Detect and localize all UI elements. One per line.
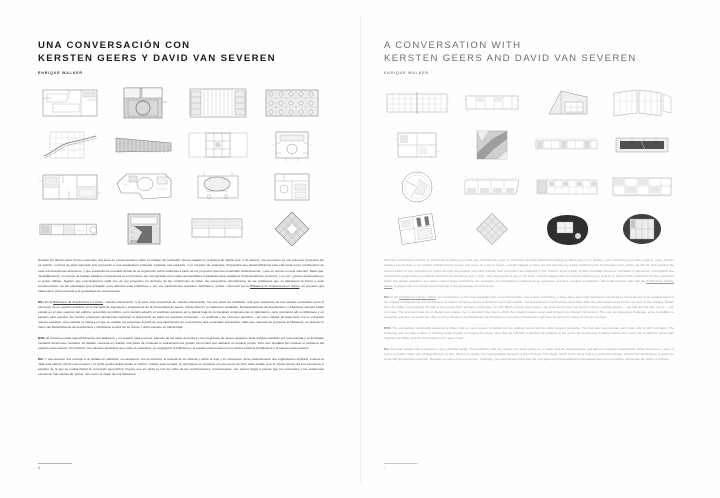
page-title-line-2: KERSTEN GEERS AND DAVID VAN SEVEREN xyxy=(384,52,637,64)
figure-persp-wedge xyxy=(534,84,599,121)
figure-plan-folded-sheets xyxy=(609,84,674,121)
paragraph-text: Y esa solución nos condujo a un detalle en particular. La estantería, con la columna, la retícula de la cubierta y sobre el tope y el contrapeso, tiene prácticamente una organización tripartita. Cuando la valla está abierta, forma una corredor y el techo queda visible desde el interior; cuando está cerrada, el contrapeso se convierte en una suerte de friso. Este detalle, que al mismo tiempo da a la estructura el carácter de la que se podría llamar la corrección geométrica. Puesto que sin duda es tras los años de las construcciones. Curiosamente, nos parece llegar a pensar que los lucernarios y las estanterías estuvieron han estado allí, juntos, casi como el olvido de una biblioteca. xyxy=(38,356,325,377)
paragraph-text: In the Architecture Library, Ghent, our intervention, or the most important part of our intervention, was a piece of furniture, a large three-story high bookshelf, conceived as the perimeter of an existing space in the Faculty of Engineering and Architecture at Ghent University, where both David and I had studied. The Department of Architecture and Urban Planning had always been on the top floor of the building, hidden from the public, and acquired the hall on the ground floor, formerly a laboratory, for their library and an event space. We proposed to keep the layout of all the existing spaces — the hall and the side rooms — just as it was. The argument was not to design new spaces, but to transform the way in which the existing spaces were used through a perimeter intervention. This was an interesting challenge, since in addition to designing a library, we would also offer a sort of façade to the Department of Architecture and Urban Planning through their first and only space on the ground floor. xyxy=(384,294,674,320)
project-link[interactable]: Biblioteca de Arquitectura en Gante xyxy=(53,299,104,304)
figure-plan-diamond xyxy=(459,210,524,247)
figure-plan-four-square xyxy=(384,126,449,163)
right-body-text xyxy=(384,258,674,362)
figure-plan-triple-bay xyxy=(186,210,250,247)
paragraph-text: El concurso pedía específicamente una biblioteca y un espacio para eventos, además de las salas de lectura y los programas de apoyo restantes. Esta antigua vestíbulo era monumental y su iluminado mediante lucernarios cenitales. El desafío consistía en realizar una plaza de modestia lo suficientemente grande como para que definiera un espacio propio. Pero aún quedaba por resolver el problema del espacio para eventos. Al introducir una volumen deslizante que cubre la estantería, se conjugaron la biblioteca y el espacio para eventos en la misma estancia la biblioteca y el espacio para eventos. xyxy=(38,336,324,351)
paragraph-text: En la Biblioteca de Arquitectura en Gante, nuestra intervención, o la parte más importante de nuestra intervención, fue una pieza de mobiliario, una gran estantería de tres plantas concebida como el perímetro de un espacio existente en la Facultad de Ingeniería y Arquitectura de la Universidad de Gante, donde David y yo habíamos estudiado. El Departamento de Arquitectura y Urbanismo siempre había estado en el piso superior del edificio, escondido al público, pero decidió adquirir el vestíbulo existente en la planta baja de la Facultad, antiguamente un laboratorio, para incorporar allí su biblioteca y un espacio para eventos. Es nuestro propuesta plenamente mantener la disposición de todos los espacios existentes —el vestíbulo y los extremos laterales— tal como estaba. El argumento era no proyectar nuevos espacios, sino cambiar la manera en que se usaban los existentes a partir de una intervención en el perímetro. Era un desafío interesante, dado que, además de proyectar la biblioteca, se obtenía un tramo del Departamento de Arquitectura y Urbanismo a partir de su primer y único espacio en planta baja. xyxy=(38,299,324,330)
speaker-label: KG: xyxy=(38,299,44,304)
figure-plan-grid-dots xyxy=(260,84,324,121)
figure-plan-hall-columns xyxy=(186,84,250,121)
figure-grid-left xyxy=(38,84,324,247)
footer-rule xyxy=(384,463,418,464)
paragraph-dvs-1 xyxy=(384,326,674,341)
speaker-label: KG: xyxy=(384,294,390,299)
page-number: 7 xyxy=(384,466,387,470)
byline: ENRIQUE WALKER xyxy=(384,71,429,76)
figure-plan-long-strip xyxy=(534,126,599,163)
speaker-label: KG: xyxy=(384,346,390,351)
figure-plan-hatch-path xyxy=(38,126,102,163)
paragraph-kg-1 xyxy=(38,300,324,331)
figure-plan-small-court xyxy=(260,126,324,163)
page-title-line-2: KERSTEN GEERS Y DAVID VAN SEVEREN xyxy=(38,52,276,64)
left-body-text xyxy=(38,258,324,377)
paragraph-text: We have conducted a number of conversations about your work over the past few years. In particular, we have discussed a design problem that, in my opinion, was recurrent in your early projects: many of them entailed a correction to an existing architecture by means of a room, or a set of rooms. I would suggest to carry out this interview by simply continuing the conversation from where we left off, and examine the current status of your argument on rooms through the projects you have recently built, and which are collected in this volume. Since a body of work inevitably becomes consistent in retrospect, monographs are exceptional opportunities to establish common denominators and, in turn, trace arguments at play in the work. I would suggest that we examine each of your projects in terms of the constraints of their respective briefs, the design questions you raised around those constraints, the strategies you articulated to address those questions, and their resultant implications. We could perhaps start with the Architecture Library, Ghent, a project that to a certain extent belongs to that genealogy of corrections. xyxy=(384,258,674,288)
paragraph-kg-2 xyxy=(384,347,674,362)
page-number: 6 xyxy=(38,466,41,470)
figure-plan-long-rooms xyxy=(534,168,599,205)
page-title-line-1: A CONVERSATION WITH xyxy=(384,40,522,51)
paragraph-text: Durante los últimos años hemos sostenido una serie de conversaciones sobre su trabajo. En particular, hemos tratado un problema de diseño que, a mi parecer, era recurrente en sus primeros proyectos. En mi opinión, muchos de ellos suponían una corrección a una arquitectura existente mediante una estancia, o un conjunto de estancias. Propondría que desarrolláramos esta entrevista como continuación de esas conversaciones anteriores, y que examinemos el estado actual de su argumento sobre estancias a partir de los proyectos que han construido recientemente, y que se reúnen en este volumen. Dado que, inevitablemente, un cuerpo de trabajo adquiere competencia en el retroceso, las monografías como tales oportunidades recapitulan para establecer denominaciones comunes, y su voz: ¿serían argumentos en el propio trabajo. Sugiero que examinásemos cada uno de sus proyectos en términos de las condiciones de base: las trayectorias atmosféricas, de las problemas que se plantearon la forma a esas construcciones, de las estrategias que actuaban pues discutas esas problemas y, por sus implicaciones restantes. Podríamos, quizás, comenzar por la Biblioteca de Arquitectura en Gante, un proyecto que hasta cierto punto precede a la genealogía de conversiones. xyxy=(38,258,324,294)
figure-plan-bays-four xyxy=(459,168,524,205)
figure-plan-diamond-grid xyxy=(260,210,324,247)
project-link[interactable]: Biblioteca de Arquitectura en Gante xyxy=(249,283,300,288)
paragraph-kg-1 xyxy=(384,295,674,321)
speaker-label: DVS: xyxy=(38,336,46,340)
speaker-label: DVS: xyxy=(384,325,392,330)
figure-plan-partitions xyxy=(38,168,102,205)
paragraph-dvs-1 xyxy=(38,336,324,351)
figure-elev-striped-wedge xyxy=(112,126,176,163)
figure-plan-blob-dark xyxy=(534,210,599,247)
figure-plan-dark-courtyard xyxy=(112,84,176,121)
project-link[interactable]: Architecture Library, Ghent xyxy=(399,294,436,299)
speaker-label: KG: xyxy=(38,356,44,361)
byline: ENRIQUE WALKER xyxy=(38,71,83,76)
footer-rule xyxy=(38,463,72,464)
right-footer xyxy=(384,463,420,470)
figure-plan-polygon-oval xyxy=(112,168,176,205)
figure-plan-bay-row xyxy=(459,84,524,121)
figure-plan-oval-cluster xyxy=(186,168,250,205)
page-title-line-1: UNA CONVERSACIÓN CON xyxy=(38,40,191,51)
figure-plan-square-rooms xyxy=(260,168,324,205)
figure-plan-dark-bar xyxy=(609,126,674,163)
figure-plan-long-bar xyxy=(38,210,102,247)
right-page xyxy=(360,0,720,498)
figure-plan-tall-dark xyxy=(112,210,176,247)
paragraph-text: And that solution led us towards a very particular detail. The bookshelf, with the column, the beam going up or down, and the counterweight, has almost a tripartite organization. When the beam is open, it forms a corridor under the existing balcony; in turn, when it is closed, the counterweight becomes a kind of frieze. This detail, which at the same time is a technical solution, defined the architecture of what you could call geometrical correction. Because of course it is a correction. Strangely, you could almost think that the roof lights and the bookshelves had always been there together, almost like the cliché of a library. xyxy=(384,346,674,361)
paragraph-kg-2 xyxy=(38,357,324,378)
paragraph-intro xyxy=(384,258,674,289)
figure-plan-grid-cells xyxy=(609,168,674,205)
figure-plan-wide-grid xyxy=(384,84,449,121)
figure-plan-angled-site xyxy=(384,210,449,247)
figure-plan-rect-rooms xyxy=(38,84,102,121)
left-title-block xyxy=(38,40,324,75)
paragraph-text: The competition specifically asked for a library and an event space, in addition to the reading rooms and the other support programs. The hall was monumental, and it was only lit with roof lights. The challenge was to make a piece of furniture large enough to become the space itself. But we still had to address the problem of the event. By introducing a sliding volume that covers the bookshelf, we brought together the library and the event space in the same room. xyxy=(384,325,675,340)
paragraph-intro xyxy=(38,258,324,294)
figure-grid-right xyxy=(384,84,674,247)
project-link[interactable]: Architecture Library, Ghent xyxy=(384,278,674,288)
right-title-block xyxy=(384,40,674,75)
figure-plan-nine-square xyxy=(186,126,250,163)
figure-plan-round-dark xyxy=(609,210,674,247)
figure-site-dark-diagonal xyxy=(459,126,524,163)
figure-plan-circle-text xyxy=(384,168,449,205)
left-footer xyxy=(38,463,74,470)
